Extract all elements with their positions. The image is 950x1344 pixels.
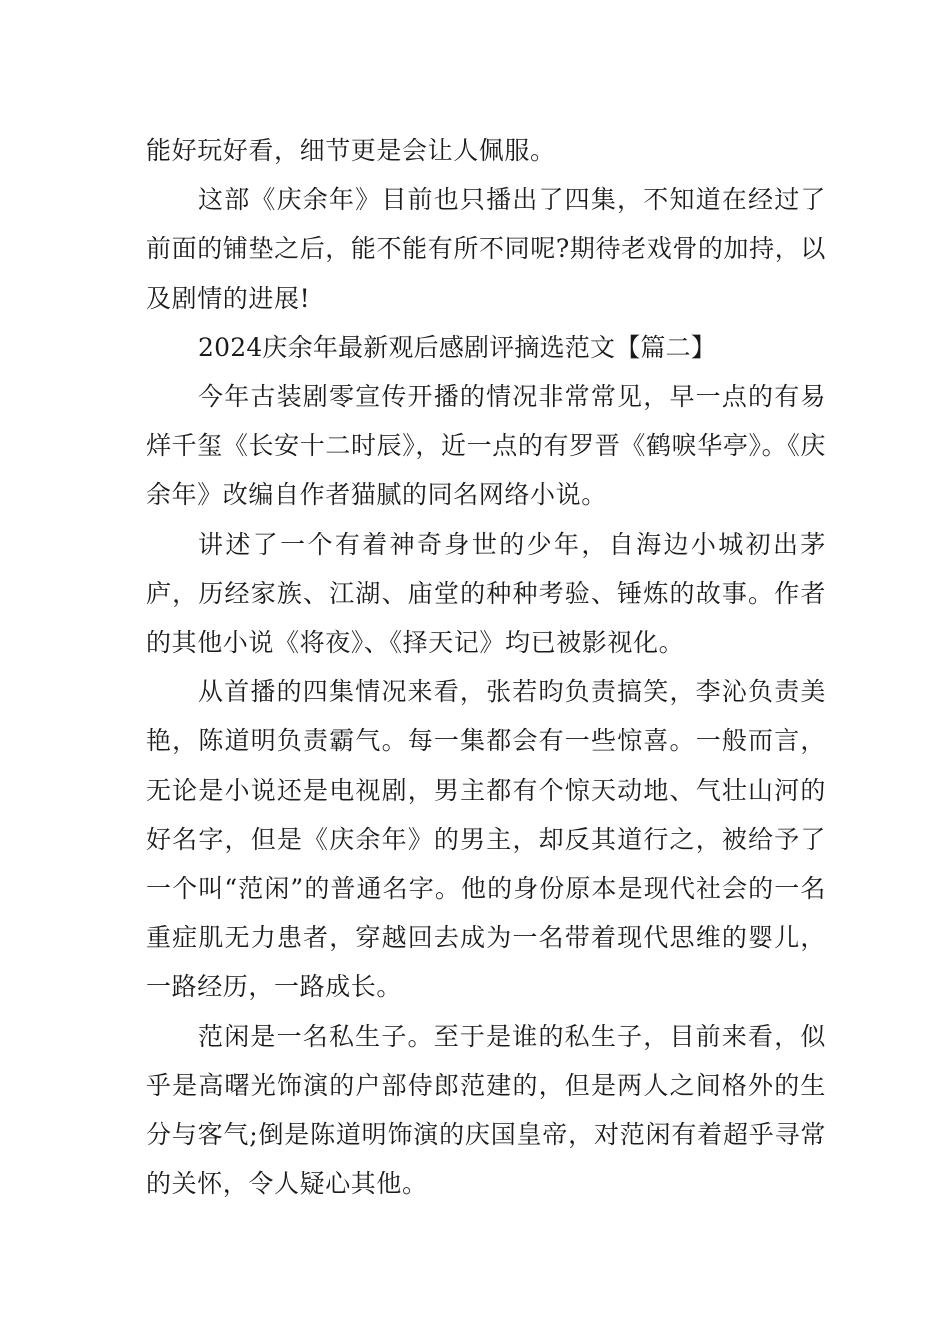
paragraph-continued: 能好玩好看，细节更是会让人佩服。 (146, 136, 556, 165)
section-heading: 2024庆余年最新观后感剧评摘选范文【篇二】 (198, 332, 717, 362)
paragraph: 范闲是一名私生子。至于是谁的私生子，目前来看，似乎是高曙光饰演的户部侍郎范建的，但是两人之间格外的生分与客气;倒是陈道明饰演的庆国皇帝，对范闲有着超乎寻常的关怀，令人疑心其他。 (146, 1021, 826, 1199)
paragraph: 讲述了一个有着神奇身世的少年，自海边小城初出茅庐，历经家族、江湖、庙堂的种种考验、锤炼的故事。作者的其他小说《将夜》、《择天记》均已被影视化。 (146, 529, 826, 658)
paragraph: 从首播的四集情况来看，张若昀负责搞笑，李沁负责美艳，陈道明负责霸气。每一集都会有一些惊喜。一般而言，无论是小说还是电视剧，男主都有个惊天动地、气壮山河的好名字，但是《庆余年》的男主，却反其道行之，被给予了一个叫“范闲”的普通名字。他的身份原本是现代社会的一名重症肌无力患者，穿越回去成为一名带着现代思维的婴儿，一路经历，一路成长。 (146, 677, 826, 1002)
document-body (146, 126, 826, 1208)
paragraph: 今年古装剧零宣传开播的情况非常常见，早一点的有易烊千玺《长安十二时辰》，近一点的有罗晋《鹤唳华亭》。《庆余年》改编自作者猫腻的同名网络小说。 (146, 382, 826, 510)
paragraph: 这部《庆余年》目前也只播出了四集，不知道在经过了前面的铺垫之后，能不能有所不同呢?期待老戏骨的加持，以及剧情的进展! (146, 185, 826, 313)
